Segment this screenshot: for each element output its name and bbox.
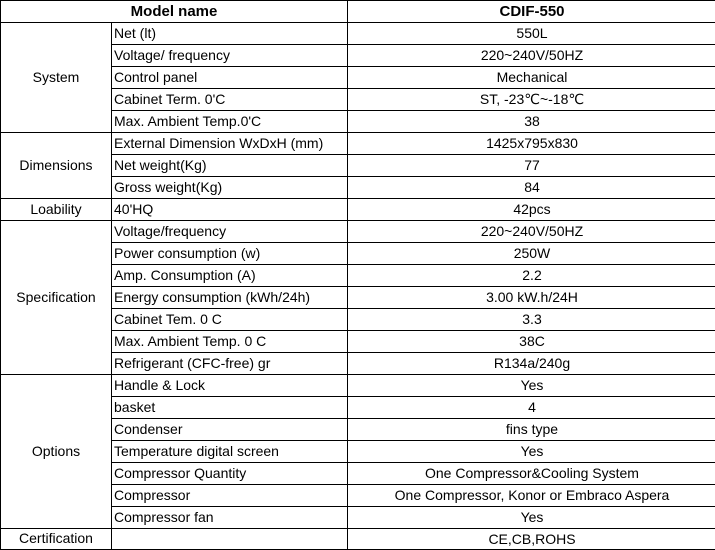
row-value: One Compressor, Konor or Embraco Aspera — [348, 485, 715, 507]
model-name-label: Model name — [1, 1, 348, 23]
row-value: 38C — [348, 331, 715, 353]
row-label — [112, 529, 348, 550]
row-label: 40'HQ — [112, 199, 348, 221]
row-value: 42pcs — [348, 199, 715, 221]
row-label: basket — [112, 397, 348, 419]
row-label: Max. Ambient Temp. 0 C — [112, 331, 348, 353]
row-label: Max. Ambient Temp.0'C — [112, 111, 348, 133]
row-label: Cabinet Tem. 0 C — [112, 309, 348, 331]
row-value: 1425x795x830 — [348, 133, 715, 155]
group-specification: Specification — [1, 221, 112, 375]
row-value: R134a/240g — [348, 353, 715, 375]
row-value: CE,CB,ROHS — [348, 529, 715, 550]
row-value: Mechanical — [348, 67, 715, 89]
row-label: Condenser — [112, 419, 348, 441]
row-label: Energy consumption (kWh/24h) — [112, 287, 348, 309]
group-options: Options — [1, 375, 112, 529]
group-loadability: Loability — [1, 199, 112, 221]
row-value: Yes — [348, 375, 715, 397]
row-label: Compressor Quantity — [112, 463, 348, 485]
row-value: 220~240V/50HZ — [348, 45, 715, 67]
model-number: CDIF-550 — [348, 1, 715, 23]
group-certification: Certification — [1, 529, 112, 550]
table-row — [1, 221, 715, 243]
table-row — [1, 23, 715, 45]
row-value: 77 — [348, 155, 715, 177]
row-value: ST, -23℃~-18℃ — [348, 89, 715, 111]
row-value: fins type — [348, 419, 715, 441]
row-label: Power consumption (w) — [112, 243, 348, 265]
table-row — [1, 199, 715, 221]
row-label: Compressor — [112, 485, 348, 507]
group-dimensions: Dimensions — [1, 133, 112, 199]
header-row — [1, 1, 715, 23]
table-row — [1, 375, 715, 397]
row-label: External Dimension WxDxH (mm) — [112, 133, 348, 155]
table-row — [1, 529, 715, 550]
row-label: Net (lt) — [112, 23, 348, 45]
table-row — [1, 133, 715, 155]
row-value: 4 — [348, 397, 715, 419]
row-label: Amp. Consumption (A) — [112, 265, 348, 287]
row-value: 550L — [348, 23, 715, 45]
row-label: Gross weight(Kg) — [112, 177, 348, 199]
row-value: Yes — [348, 441, 715, 463]
row-label: Voltage/frequency — [112, 221, 348, 243]
row-label: Control panel — [112, 67, 348, 89]
row-label: Voltage/ frequency — [112, 45, 348, 67]
row-label: Compressor fan — [112, 507, 348, 529]
row-label: Temperature digital screen — [112, 441, 348, 463]
row-value: 220~240V/50HZ — [348, 221, 715, 243]
row-value: 38 — [348, 111, 715, 133]
row-label: Refrigerant (CFC-free) gr — [112, 353, 348, 375]
group-system: System — [1, 23, 112, 133]
row-value: 2.2 — [348, 265, 715, 287]
row-value: 3.00 kW.h/24H — [348, 287, 715, 309]
row-value: One Compressor&Cooling System — [348, 463, 715, 485]
row-label: Cabinet Term. 0'C — [112, 89, 348, 111]
row-value: 3.3 — [348, 309, 715, 331]
row-value: 250W — [348, 243, 715, 265]
row-value: Yes — [348, 507, 715, 529]
row-label: Net weight(Kg) — [112, 155, 348, 177]
row-label: Handle & Lock — [112, 375, 348, 397]
row-value: 84 — [348, 177, 715, 199]
